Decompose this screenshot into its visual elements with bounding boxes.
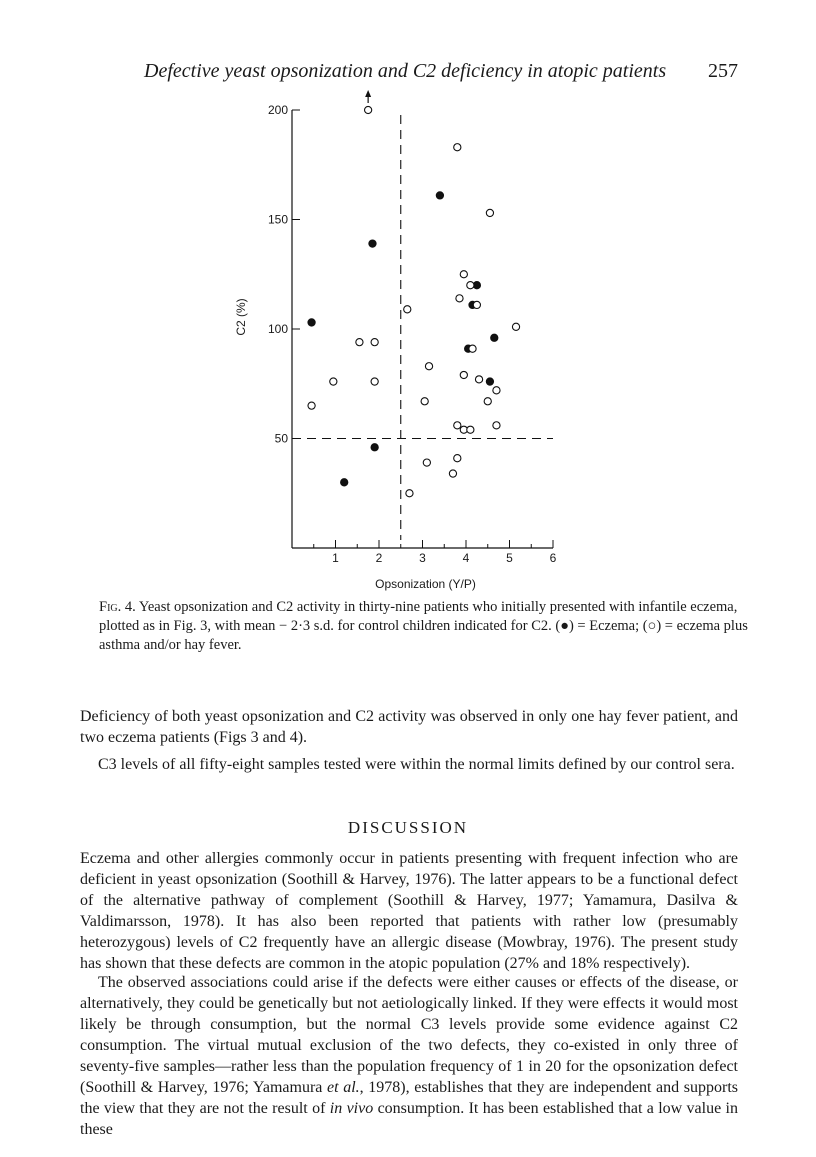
data-point-eczema-plus [469, 345, 476, 352]
data-point-eczema [369, 240, 376, 247]
data-point-eczema [371, 444, 378, 451]
data-point-eczema [486, 378, 493, 385]
data-point-eczema-plus [467, 426, 474, 433]
data-point-eczema-plus [460, 371, 467, 378]
chart-labels [234, 103, 557, 591]
paragraph-4-text-b: , 1978), establishes that they are independent and supports the view that they are not the result of [80, 1079, 738, 1117]
data-point-eczema-plus [371, 339, 378, 346]
data-point-eczema-plus [356, 339, 363, 346]
y-tick-label: 50 [274, 431, 288, 446]
page-number: 257 [708, 60, 738, 82]
data-point-eczema [436, 192, 443, 199]
data-point-eczema-plus [454, 455, 461, 462]
caption-label: Fig. 4. [99, 599, 136, 615]
data-point-eczema-plus [493, 422, 500, 429]
caption-text: Yeast opsonization and C2 activity in thirty-nine patients who initially presented with infantile eczema, plotted as in Fig. 3, with mean − 2·3 s.d. for control children indicated for C2. (●) = Eczema; (○) = eczema plus asthma and/or hay fever. [99, 599, 748, 653]
data-point-eczema-plus [512, 323, 519, 330]
data-point-eczema-plus [423, 459, 430, 466]
data-point-eczema [341, 479, 348, 486]
x-tick-label: 4 [462, 551, 470, 565]
paragraph-1: Deficiency of both yeast opsonization and C2 activity was observed in only one hay fever patient, and two eczema patients (Figs 3 and 4). [80, 708, 738, 746]
paragraph-4 [80, 972, 738, 1140]
section-heading: DISCUSSION [347, 818, 469, 837]
x-axis-label: Opsonization (Y/P) [375, 577, 476, 591]
overflow-arrow-head [365, 90, 371, 97]
x-tick-label: 6 [549, 551, 557, 565]
paragraph-4-invivo: in vivo [329, 1100, 374, 1117]
data-point-eczema-plus [473, 301, 480, 308]
data-point-eczema-plus [454, 422, 461, 429]
y-tick-label: 200 [267, 103, 288, 117]
data-point-eczema-plus [404, 306, 411, 313]
data-point-eczema-plus [330, 378, 337, 385]
data-point-eczema-plus [467, 282, 474, 289]
x-tick-label: 1 [332, 551, 339, 565]
x-tick-label: 2 [375, 551, 383, 565]
data-point-eczema-plus [460, 271, 467, 278]
data-point-eczema-plus [365, 106, 372, 113]
y-tick-label: 150 [267, 212, 288, 227]
data-point-eczema-plus [449, 470, 456, 477]
data-point-eczema-plus [406, 490, 413, 497]
reference-lines [292, 90, 553, 540]
data-point-eczema-plus [486, 209, 493, 216]
x-tick-label: 3 [419, 551, 426, 565]
data-point-eczema-plus [371, 378, 378, 385]
data-point-eczema-plus [493, 387, 500, 394]
figure-caption [99, 598, 749, 655]
data-point-eczema-plus [425, 363, 432, 370]
data-point-eczema [491, 334, 498, 341]
y-tick-label: 100 [267, 322, 288, 336]
running-title: Defective yeast opsonization and C2 deficiency in atopic patients [144, 60, 667, 82]
data-point-eczema-plus [456, 295, 463, 302]
data-point-eczema-plus [484, 398, 491, 405]
paragraph-4-etal: et al. [327, 1079, 360, 1096]
paragraph-4-text-a: The observed associations could arise if the defects were either causes or effects of the disease, or alternatively, they could be genetically but not aetiologically linked. If they were effects it would most likely be through consumption, but the normal C3 levels provide some evidence against C2 consumption. The virtual mutual exclusion of the two defects, they co-existed in only three of seventy-five samples—rather less than the population frequency of 1 in 20 for the opsonization defect (Soothill & Harvey, 1976; Yamamura [80, 974, 738, 1096]
x-tick-label: 5 [506, 551, 513, 565]
paragraph-2: C3 levels of all fifty-eight samples tested were within the normal limits defined by our control sera. [98, 756, 735, 773]
data-point-eczema-plus [421, 398, 428, 405]
data-point-eczema-plus [475, 376, 482, 383]
data-point-eczema [308, 319, 315, 326]
paragraph-4-text-c: consumption. It has been established that a low value in these [80, 1100, 739, 1138]
y-axis-label: C2 (%) [234, 298, 248, 336]
data-point-eczema-plus [454, 144, 461, 151]
paragraph-3: Eczema and other allergies commonly occur in patients presenting with frequent infection who are deficient in yeast opsonization (Soothill & Harvey, 1976). The latter appears to be a functional defect of the alternative pathway of complement (Soothill & Harvey, 1977; Yamamura, Dasilva & Valdimarsson, 1978). It has also been reported that patients with rather low (presumably heterozygous) levels of C2 frequently have an allergic disease (Mowbray, 1976). The present study has shown that these defects are common in the atopic population (27% and 18% respectively). [80, 850, 738, 972]
data-point-eczema-plus [308, 402, 315, 409]
